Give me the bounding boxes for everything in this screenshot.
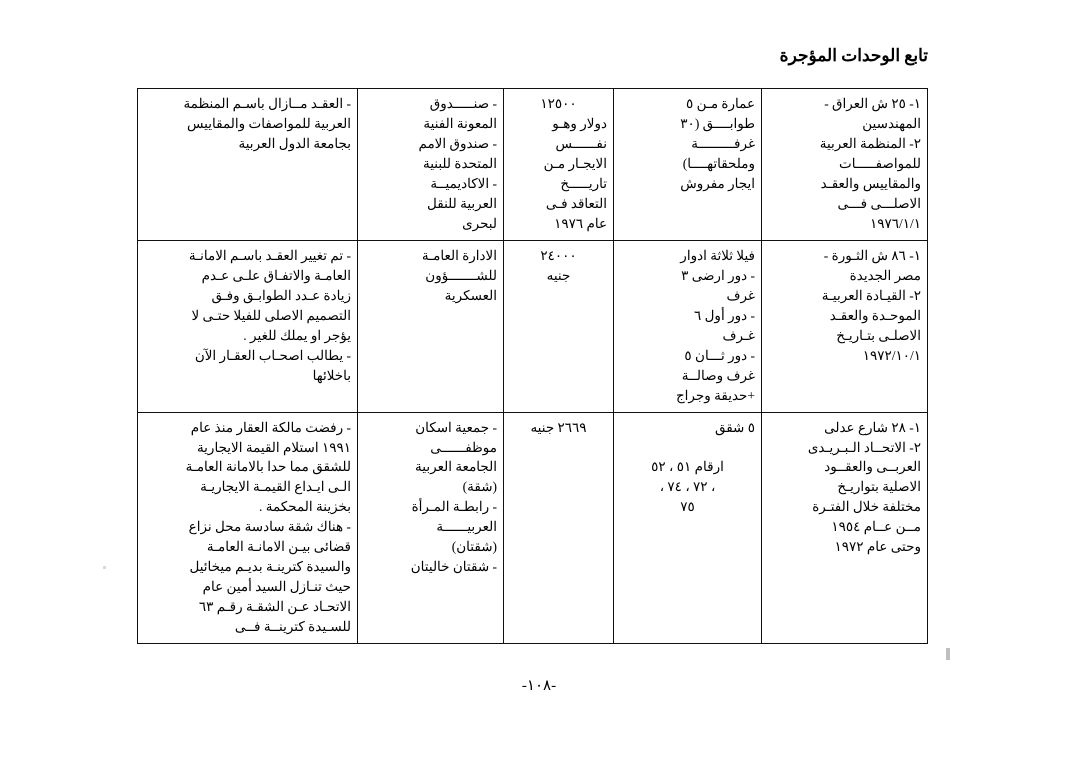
text-line: ٧٥ bbox=[680, 499, 695, 515]
text-line: عمارة مـن ٥ bbox=[685, 96, 755, 111]
page-title: تابع الوحدات المؤجرة bbox=[779, 46, 928, 65]
text-line: بجامعة الدول العربية bbox=[238, 135, 351, 151]
text-line: للسـيدة كترينــة فــى bbox=[234, 619, 351, 635]
text-line: - صندوق الامم bbox=[418, 135, 497, 151]
text-line: والسيدة كترينـة بديـم ميخائيل bbox=[189, 559, 351, 575]
text-line: - جمعية اسكان bbox=[415, 419, 497, 435]
cell-rent bbox=[504, 89, 614, 241]
text-line: الـى ايـداع القيمـة الايجاريـة bbox=[200, 479, 351, 495]
text-line: الجامعة العربية bbox=[415, 459, 497, 475]
text-line: الموحـدة والعقـد bbox=[829, 307, 921, 323]
text-line: - رفضت مالكة العقار منذ عام bbox=[190, 419, 351, 435]
text-line: وحتى عام ١٩٧٢ bbox=[834, 539, 921, 555]
text-line: +حديقة وجراج bbox=[675, 387, 755, 403]
text-line: الايجـار مـن bbox=[543, 155, 607, 171]
text-line: التعاقد فـى bbox=[545, 195, 607, 211]
text-line: نفــــــس bbox=[555, 135, 607, 151]
text-line: المعونة الفنية bbox=[423, 115, 497, 131]
text-line: ٢٤٠٠٠ bbox=[540, 247, 577, 263]
cell-units bbox=[614, 89, 762, 241]
text-line: - دور ارضى ٣ bbox=[681, 267, 755, 283]
text-line: - صنـــــدوق bbox=[429, 96, 497, 111]
cell-party bbox=[762, 412, 928, 644]
text-line: الادارة العامـة bbox=[421, 247, 497, 263]
text-line: الاصلـى بتـاريـخ bbox=[836, 327, 921, 343]
scan-artifact bbox=[946, 648, 950, 660]
cell-notes bbox=[138, 240, 358, 412]
text-line: ٢- الاتحــاد الـبـريـدى bbox=[807, 439, 921, 455]
text-line: العامـة والاتفـاق علـى عـدم bbox=[201, 267, 351, 283]
text-line: العربيــــــة bbox=[436, 519, 497, 535]
text-line: العربية للمواصفات والمقاييس bbox=[186, 115, 351, 131]
text-line: ٢- القيـادة العربيـة bbox=[821, 287, 921, 303]
text-line: غرف وصالــة bbox=[681, 367, 755, 383]
leased-units-table bbox=[137, 88, 928, 644]
text-line: للشقق مما حدا بالامانة العامـة bbox=[185, 459, 351, 475]
text-line: فيلا ثلاثة ادوار bbox=[680, 247, 755, 263]
text-line: وملحقاتهــــا) bbox=[682, 155, 755, 171]
text-line: موظفــــــى bbox=[430, 439, 497, 455]
text-line: - هناك شقة سادسة محل نزاع bbox=[188, 519, 351, 535]
text-line: للشـــــــؤون bbox=[425, 267, 497, 283]
cell-units bbox=[614, 240, 762, 412]
text-line: قضائى بيـن الامانـة العامـة bbox=[206, 539, 351, 555]
text-line: - العقـد مــازال باسـم المنظمة bbox=[183, 96, 351, 111]
text-line: دولار وهـو bbox=[552, 115, 607, 131]
text-line: ١٢٥٠٠ bbox=[540, 96, 577, 111]
cell-lessee bbox=[358, 412, 504, 644]
cell-lessee bbox=[358, 89, 504, 241]
text-line: (شقتان) bbox=[451, 539, 497, 555]
text-line: غـرف bbox=[722, 327, 755, 343]
text-line: طوابــــق (٣٠ bbox=[680, 115, 755, 131]
text-line: مصر الجديدة bbox=[849, 267, 921, 283]
text-line: جنيه bbox=[546, 267, 571, 283]
text-line: - شقتان خاليتان bbox=[410, 559, 497, 575]
text-line: غرفـــــــــة bbox=[691, 135, 755, 151]
text-line: ايجار مفروش bbox=[680, 175, 755, 191]
text-line: عام ١٩٧٦ bbox=[554, 215, 607, 231]
text-line: - دور ثـــان ٥ bbox=[684, 347, 755, 363]
text-line: - تم تغيير العقـد باسـم الامانـة bbox=[188, 247, 351, 263]
text-line: - الاكاديميــة bbox=[430, 175, 497, 191]
text-line: - رابطـة المـرأة bbox=[411, 499, 497, 515]
text-line: الاصلية بتواريـخ bbox=[837, 479, 921, 495]
text-line: ١- ٢٨ شارع عدلى bbox=[824, 419, 921, 435]
text-line: العسكرية bbox=[444, 287, 497, 303]
text-line: - يطالب اصحـاب العقـار الآن bbox=[194, 347, 351, 363]
text-line: والمقاييس والعقـد bbox=[820, 175, 921, 191]
text-line: المهندسين bbox=[862, 115, 921, 131]
text-line: بخزينة المحكمة . bbox=[259, 499, 351, 515]
text-line: - دور أول ٦ bbox=[693, 307, 755, 323]
text-line: مــن عــام ١٩٥٤ bbox=[831, 519, 921, 535]
text-line: العربية للنقل bbox=[427, 195, 497, 211]
page-number: -١٠٨- bbox=[521, 678, 557, 694]
text-line: التصميم الاصلى للفيلا حتـى لا bbox=[191, 307, 351, 323]
scan-artifact bbox=[103, 566, 106, 569]
text-line: الاصلـــى فـــى bbox=[837, 195, 921, 211]
text-line: ١- ٢٥ ش العراق - bbox=[824, 96, 921, 111]
text-line: غرف bbox=[726, 287, 755, 303]
text-line: ٢٦٦٩ جنيه bbox=[530, 419, 587, 435]
cell-rent bbox=[504, 412, 614, 644]
text-line: ١- ٨٦ ش الثـورة - bbox=[823, 247, 921, 263]
text-line: يؤجر او يملك للغير . bbox=[243, 327, 351, 343]
cell-rent bbox=[504, 240, 614, 412]
text-line: ٢- المنظمة العربية bbox=[819, 135, 921, 151]
text-line: ١٩٧٢/١٠/١ bbox=[862, 347, 921, 363]
text-line: ٥ شقق bbox=[714, 419, 755, 435]
text-line: لبحرى bbox=[462, 215, 497, 231]
text-line: العربــى والعقــود bbox=[824, 459, 921, 475]
text-line: ، ٧٢ ، ٧٤ ، bbox=[659, 479, 716, 495]
text-line: تاريـــــخ bbox=[560, 175, 607, 191]
text-line: للمواصفـــــات bbox=[838, 155, 921, 171]
text-line: ارقام ٥١ ، ٥٢ bbox=[651, 459, 724, 475]
text-line: المتحدة للبنية bbox=[422, 155, 497, 171]
text-line: (شقة) bbox=[462, 479, 497, 495]
text-line: الاتحـاد عـن الشقـة رقـم ٦٣ bbox=[198, 599, 351, 615]
cell-units bbox=[614, 412, 762, 644]
table-row bbox=[138, 412, 928, 644]
cell-lessee bbox=[358, 240, 504, 412]
text-line: ١٩٧٦/١/١ bbox=[869, 215, 921, 231]
cell-notes bbox=[138, 89, 358, 241]
table-row bbox=[138, 240, 928, 412]
cell-party bbox=[762, 240, 928, 412]
text-line: باخلائها bbox=[312, 367, 351, 383]
table-row bbox=[138, 89, 928, 241]
text-line: حيث تنـازل السيد أمين عام bbox=[202, 579, 351, 595]
text-line: مختلفة خلال الفتـرة bbox=[812, 499, 921, 515]
text-line: زيادة عـدد الطوابـق وفـق bbox=[211, 287, 351, 303]
text-line: ١٩٩١ استلام القيمة الايجارية bbox=[196, 439, 351, 455]
text-line bbox=[620, 438, 755, 458]
cell-party bbox=[762, 89, 928, 241]
cell-notes bbox=[138, 412, 358, 644]
